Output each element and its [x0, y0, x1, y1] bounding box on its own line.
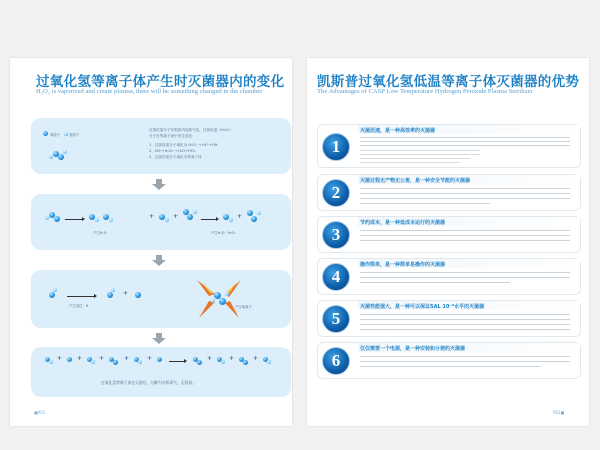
reaction-arrow-icon — [65, 219, 83, 220]
molecule-icon — [247, 210, 253, 216]
plus-icon: + — [149, 213, 155, 220]
step1-line: 1、过氧化氢分子离化为 H₂O₂ → HO·+OH· — [149, 143, 219, 147]
advantage-item — [317, 216, 581, 253]
plus-icon: + — [99, 355, 105, 362]
molecule-icon — [219, 298, 226, 305]
molecule-icon — [67, 357, 72, 362]
step4-caption: 过氧化氢等离子体在灭菌后，分解为水和氧气，无残留。 — [101, 380, 196, 385]
panel-ionize — [31, 194, 291, 250]
molecule-icon — [267, 360, 271, 364]
advantage-item — [317, 342, 581, 379]
plus-icon: + — [147, 355, 153, 362]
plus-icon: + — [173, 213, 179, 220]
plus-icon: + — [77, 355, 83, 362]
molecule-icon — [113, 360, 118, 365]
step1-line: 3、过氧化氢分子离化为等离子体 — [149, 155, 202, 159]
hydrogen-atom-legend-icon — [64, 132, 68, 136]
molecule-icon — [243, 360, 248, 365]
number-badge-icon: 3 — [322, 221, 350, 249]
advantage-title: 操作简单，是一种简单易操作的灭菌器 — [360, 262, 446, 268]
molecule-icon — [225, 292, 229, 296]
number-badge-icon: 2 — [322, 179, 350, 207]
plus-icon: + — [124, 355, 130, 362]
advantage-title: 仅仅需要一个电源，是一种安装和分便的灭菌器 — [360, 346, 466, 352]
number-badge-icon: 5 — [322, 305, 350, 333]
legend-hydrogen-label: 氢原子 — [69, 133, 80, 137]
step3-label-a: 产生活性 · H — [69, 304, 89, 308]
molecule-icon — [165, 218, 169, 222]
right-page-subtitle: The Advantages of CASP Low Temperature Hydrogen Peroxide Plasma Sterilizer — [317, 88, 533, 95]
molecule-icon — [111, 288, 115, 292]
step3-label-b: 产生氧离子 — [235, 305, 252, 309]
advantage-title: 灭菌过程无产物无公害，是一种安全节能的灭菌器 — [360, 178, 471, 184]
molecule-icon — [257, 211, 261, 215]
step1-line: 过氧化氢分子在腔体内加热气化，过氧化氢（H₂O₂） — [149, 128, 233, 132]
molecule-icon — [95, 218, 99, 222]
flow-arrow-down-icon — [152, 333, 166, 343]
molecule-icon — [49, 360, 53, 364]
step1-line: 2、HO·+H₂O₂ → H₂O+HO₂· — [149, 149, 197, 153]
molecule-icon — [54, 216, 60, 222]
molecule-icon — [157, 357, 162, 362]
molecule-icon — [135, 292, 141, 298]
molecule-icon — [107, 292, 113, 298]
molecule-icon — [211, 299, 215, 303]
oxygen-atom-legend-icon — [43, 131, 48, 136]
plus-icon: + — [57, 355, 63, 362]
reaction-arrow-icon — [169, 361, 185, 362]
molecule-icon — [45, 216, 49, 220]
advantage-item — [317, 258, 581, 295]
advantage-item — [317, 124, 581, 168]
plus-icon: + — [237, 213, 243, 220]
left-page-title: 过氧化氢等离子体产生时灭菌器内的变化 — [36, 74, 285, 90]
advantage-title: 灭菌迅速，是一种高效率的灭菌器 — [360, 128, 436, 134]
panel-vaporize — [31, 118, 291, 174]
advantage-item — [317, 174, 581, 211]
page-number: P02■ — [553, 410, 565, 415]
plus-icon: + — [207, 355, 213, 362]
plus-icon: + — [253, 355, 259, 362]
molecule-icon — [63, 150, 67, 154]
page-number: ■P01 — [34, 410, 46, 415]
left-page-subtitle: H₂O₂ is vaporized and create plasma, there will be something changed in the chamber — [36, 88, 263, 95]
flow-arrow-down-icon — [152, 179, 166, 189]
molecule-icon — [229, 218, 233, 222]
left-page — [10, 58, 292, 426]
molecule-icon — [109, 218, 113, 222]
molecule-icon — [197, 360, 202, 365]
molecule-icon — [251, 216, 257, 222]
molecule-icon — [49, 155, 53, 159]
plus-icon: + — [229, 355, 235, 362]
advantage-item — [317, 300, 581, 337]
panel-decompose — [31, 347, 291, 397]
step1-line: 分子在等离子场中发生变化： — [149, 134, 196, 138]
reaction-arrow-icon — [67, 296, 95, 297]
molecule-icon — [138, 360, 142, 364]
molecule-icon — [49, 292, 55, 298]
legend-oxygen-label: 氧原子 — [50, 133, 61, 137]
right-page-title: 凯斯普过氧化氢低温等离子体灭菌器的优势 — [317, 74, 580, 90]
number-badge-icon: 4 — [322, 263, 350, 291]
number-badge-icon: 6 — [322, 347, 350, 375]
molecule-icon — [53, 288, 57, 292]
molecule-icon — [193, 210, 197, 214]
molecule-icon — [91, 360, 95, 364]
flow-arrow-down-icon — [152, 255, 166, 265]
advantage-title: 灭菌性能强大，是一种可以保证SAL 10⁻⁶水平的灭菌器 — [360, 304, 485, 310]
reaction-arrow-icon — [201, 219, 217, 220]
molecule-icon — [58, 154, 64, 160]
step2-label-b: 产生H₂O · H₂O₂ — [211, 231, 236, 235]
number-badge-icon: 1 — [322, 133, 350, 161]
advantage-title: 节约成本，是一种低成本运行的灭菌器 — [360, 220, 446, 226]
molecule-icon — [187, 214, 193, 220]
right-page — [307, 58, 589, 426]
step2-label-a: 产生H₂O — [93, 231, 107, 235]
plus-icon: + — [123, 290, 129, 297]
molecule-icon — [221, 360, 225, 364]
panel-active-species — [31, 270, 291, 328]
